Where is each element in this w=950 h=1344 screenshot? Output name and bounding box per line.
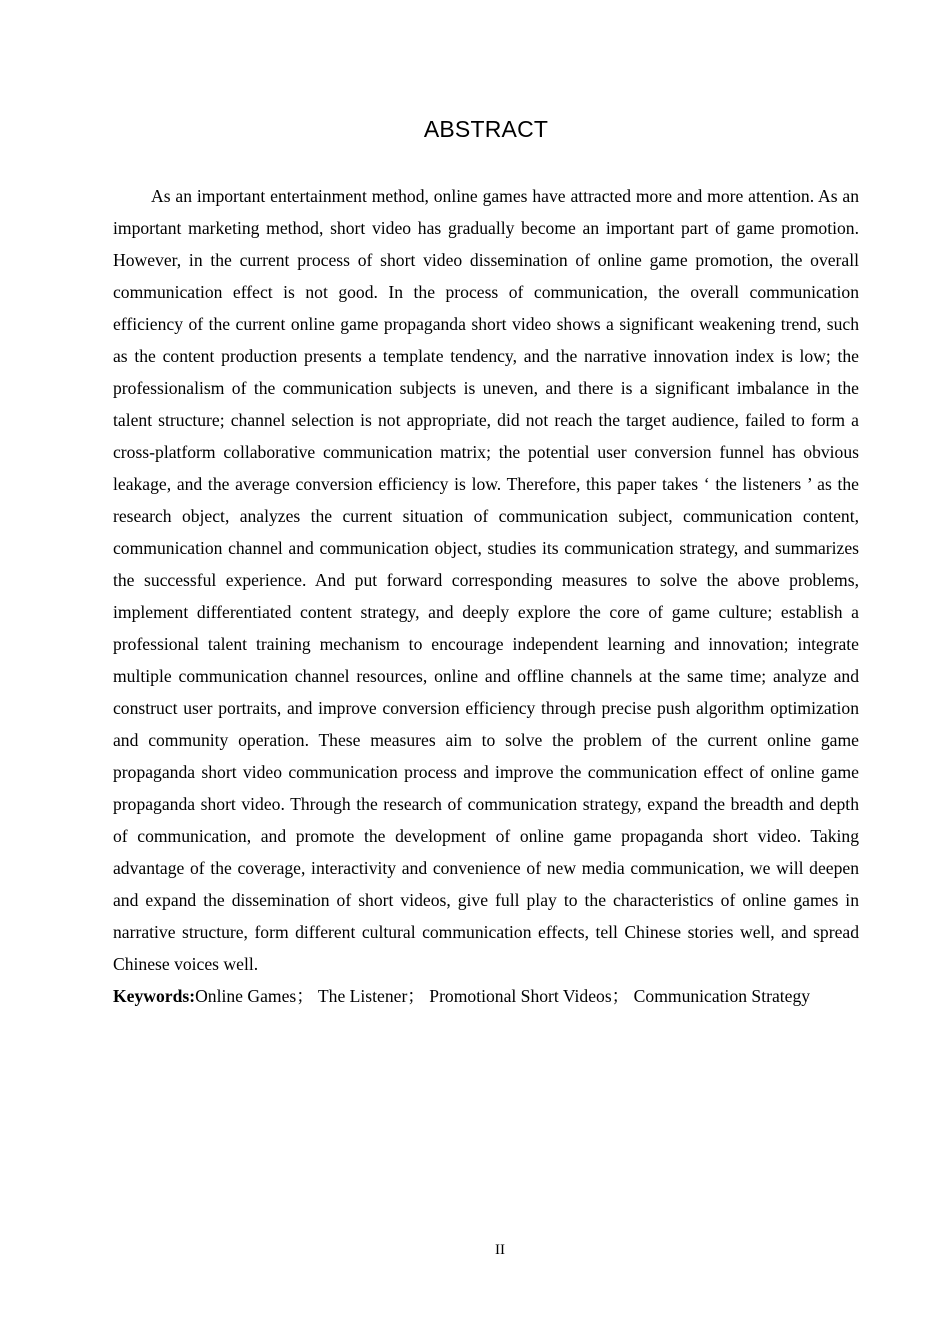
abstract-title: ABSTRACT: [423, 116, 549, 142]
keywords-line: [113, 980, 859, 1012]
keywords-label: Keywords:: [113, 986, 196, 1006]
abstract-paragraph: As an important entertainment method, online games have attracted more and more attention. As an important marketing method, short video has gradually become an important part of game promotion. However, in the current process of short video dissemination of online game promotion, the overall communication effect is not good. In the process of communication, the overall communication efficiency of the current online game propaganda short video shows a significant weakening trend, such as the content production presents a template tendency, and the narrative innovation index is low; the professionalism of the communication subjects is uneven, and there is a significant imbalance in the talent structure; channel selection is not appropriate, did not reach the target audience, failed to form a cross-platform collaborative communication matrix; the potential user conversion funnel has obvious leakage, and the average conversion efficiency is low. Therefore, this paper takes ‘ the listeners ’ as the research object, analyzes the current situation of communication subject, communication content, communication channel and communication object, studies its communication strategy, and summarizes the successful experience. And put forward corresponding measures to solve the above problems, implement differentiated content strategy, and deeply explore the core of game culture; establish a professional talent training mechanism to encourage independent learning and innovation; integrate multiple communication channel resources, online and offline channels at the same time; analyze and construct user portraits, and improve conversion efficiency through precise push algorithm optimization and community operation. These measures aim to solve the problem of the current online game propaganda short video communication process and improve the communication effect of online game propaganda short video. Through the research of communication strategy, expand the breadth and depth of communication, and promote the development of online game propaganda short video. Taking advantage of the coverage, interactivity and convenience of new media communication, we will deepen and expand the dissemination of short videos, give full play to the characteristics of online games in narrative structure, form different cultural communication effects, tell Chinese stories well, and spread Chinese voices well.: [113, 186, 859, 974]
keywords-text: Online Games； The Listener； Promotional Short Videos； Communication Strategy: [195, 986, 811, 1006]
abstract-body: [113, 180, 859, 1012]
page-number: II: [495, 1242, 505, 1258]
